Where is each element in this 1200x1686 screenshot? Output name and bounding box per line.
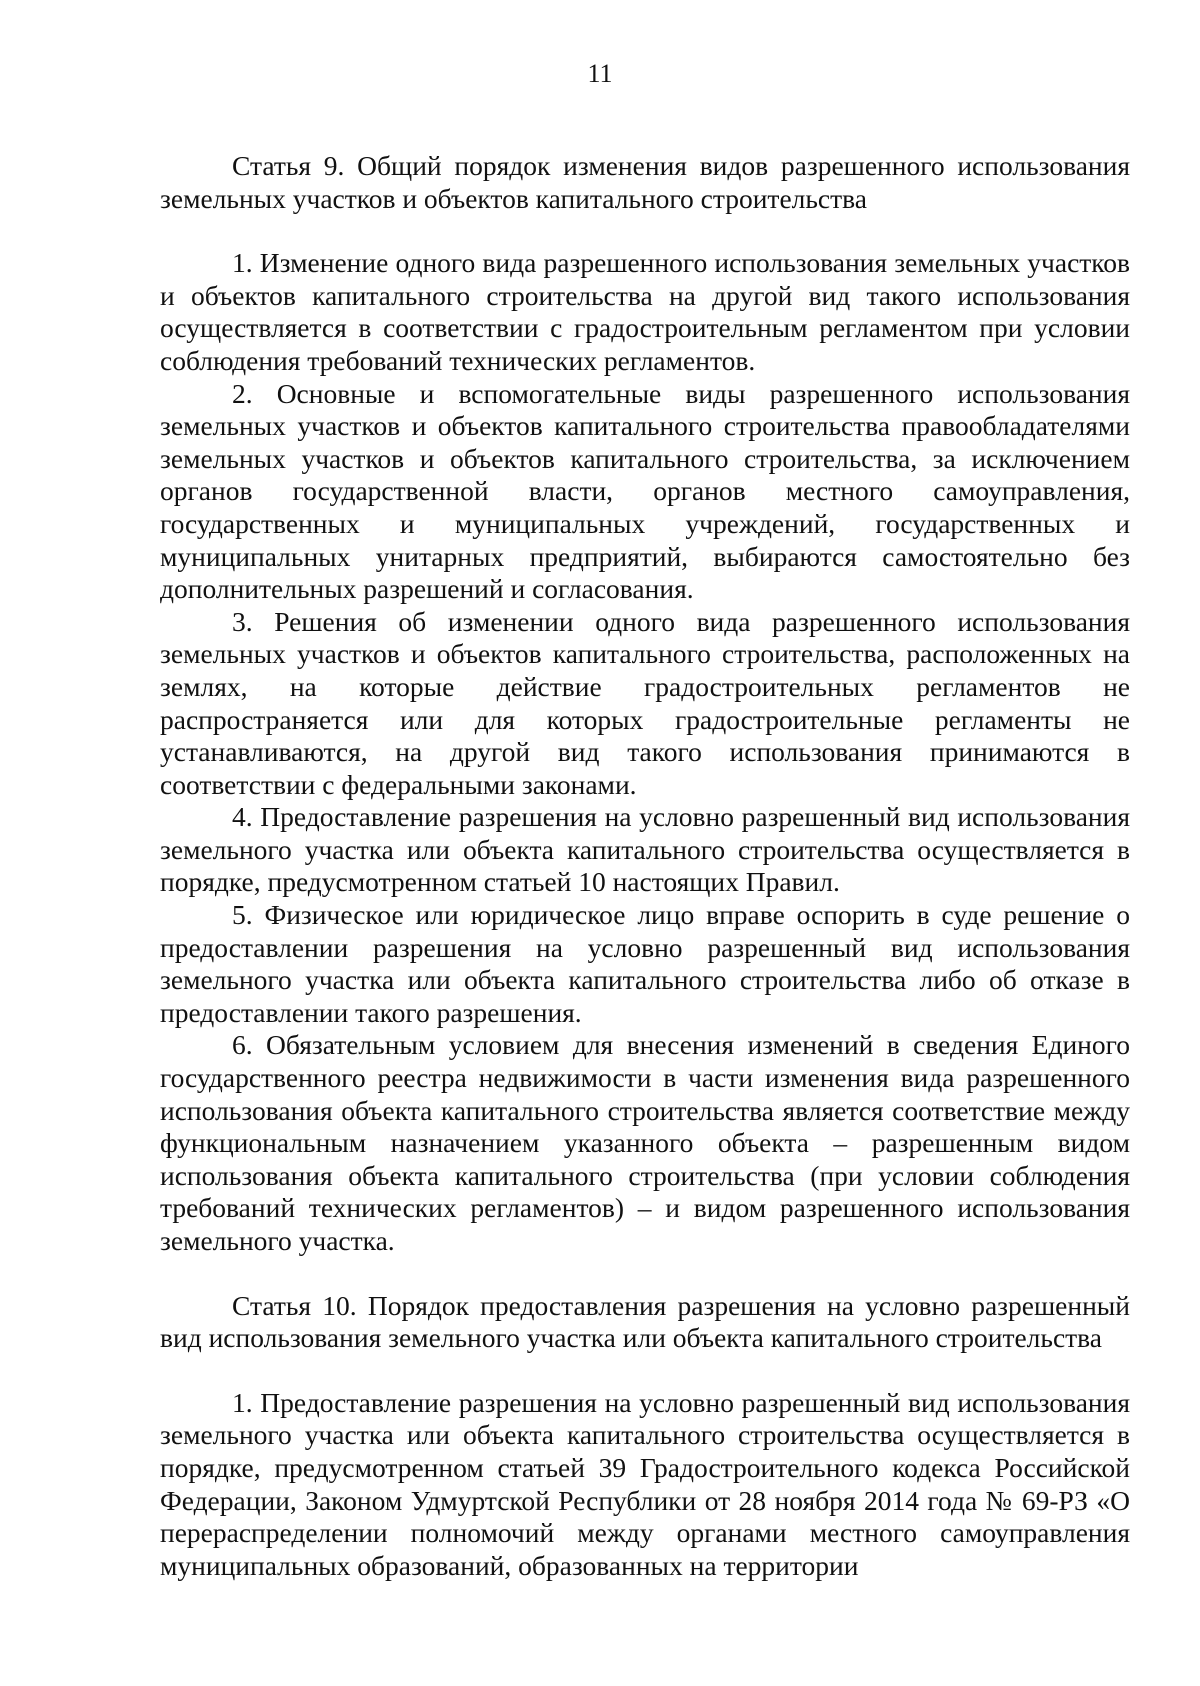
page-number: 11 (587, 59, 613, 88)
article-9-paragraph-4: 4. Предоставление разрешения на условно разрешенный вид использования земельного участка или объекта капитального строительства осуществляется в порядке, предусмотренном статьей 10 настоящих Правил. (160, 801, 1130, 898)
article-10-paragraph-1: 1. Предоставление разрешения на условно разрешенный вид использования земельного участка или объекта капитального строительства осуществляется в порядке, предусмотренном статьей 39 Градостроительного кодекса Российской Федерации, Законом Удмуртской Республики от 28 ноября 2014 года № 69-РЗ «О перераспределении полномочий между органами местного самоуправления муниципальных образований, образованных на территории (160, 1386, 1130, 1581)
article-9-paragraph-3: 3. Решения об изменении одного вида разрешенного использования земельных участков и объектов капитального строительства, расположенных на землях, на которые действие градостроительных регламентов не распространяется или для которых градостроительные регламенты не устанавливаются, на другой вид такого использования принимаются в соответствии с федеральными законами. (160, 605, 1130, 800)
article-9-paragraph-2: 2. Основные и вспомогательные виды разрешенного использования земельных участков и объектов капитального строительства правообладателями земельных участков и объектов капитального строительства, за исключением органов государственной власти, органов местного самоуправления, государственных и муниципальных учреждений, государственных и муниципальных унитарных предприятий, выбираются самостоятельно без дополнительных разрешений и согласования. (160, 377, 1130, 605)
article-9-paragraph-6: 6. Обязательным условием для внесения изменений в сведения Единого государственного реестра недвижимости в части изменения вида разрешенного использования объекта капитального строительства является соответствие между функциональным назначением указанного объекта – разрешенным видом использования объекта капитального строительства (при условии соблюдения требований технических регламентов) – и видом разрешенного использования земельного участка. (160, 1029, 1130, 1256)
document-body (160, 150, 1130, 1582)
article-9-paragraph-1: 1. Изменение одного вида разрешенного использования земельных участков и объектов капитального строительства на другой вид такого использования осуществляется в соответствии с градостроительным регламентом при условии соблюдения требований технических регламентов. (160, 247, 1130, 376)
article-9-title: Статья 9. Общий порядок изменения видов разрешенного использования земельных участков и объектов капитального строительства (160, 150, 1130, 214)
article-9-paragraph-5: 5. Физическое или юридическое лицо вправе оспорить в суде решение о предоставлении разрешения на условно разрешенный вид использования земельного участка или объекта капитального строительства либо об отказе в предоставлении такого разрешения. (160, 899, 1130, 1028)
article-10-title: Статья 10. Порядок предоставления разрешения на условно разрешенный вид использования земельного участка или объекта капитального строительства (160, 1289, 1130, 1354)
